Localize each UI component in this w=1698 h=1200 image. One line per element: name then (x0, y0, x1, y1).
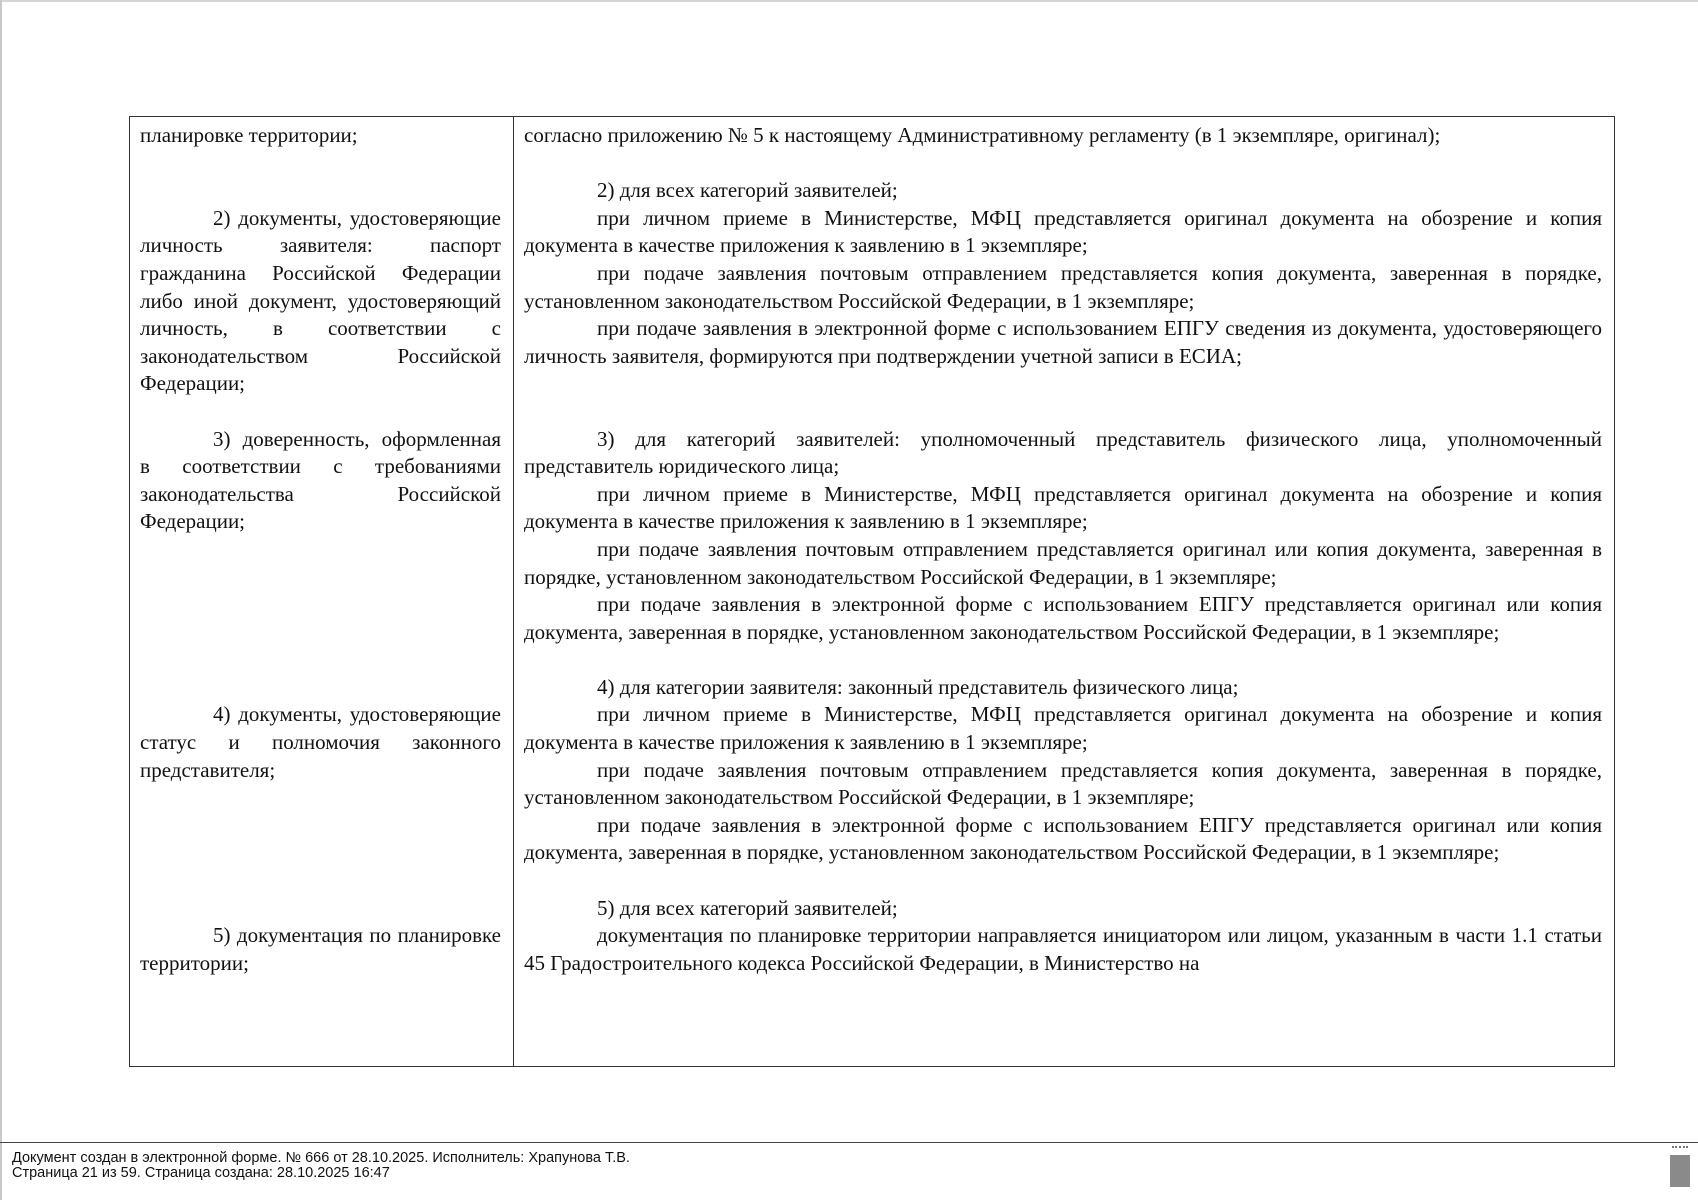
table-row-1-left (140, 122, 501, 150)
footer-page-info: Страница 21 из 59. Страница создана: 28.10.2025 16:47 (12, 1165, 390, 1181)
cell-text: 2) для всех категорий заявителей; (597, 178, 898, 203)
table-row-1-right (524, 122, 1602, 150)
table-row-4-right (524, 674, 1602, 867)
cell-text: 3) доверенность, оформленная в соответствии с требованиями законодательства Российской Федерации; (140, 426, 501, 534)
cell-text: 5) для всех категорий заявителей; (597, 895, 898, 920)
cell-text: документация по планировке территории направляется инициатором или лицом, указанным в части 1.1 статьи 45 Градостроительного кодекса Российской Федерации, в Министерство на (524, 923, 1602, 975)
table-row-3-right (524, 426, 1602, 647)
cell-text: при подаче заявления почтовым отправлением представляется копия документа, заверенная в порядке, установленном законодательством Российской Федерации, в 1 экземпляре; (524, 260, 1602, 313)
cell-text: 3) для категорий заявителей: уполномоченный представитель физического лица, уполномоченный представитель юридического лица; (524, 426, 1602, 479)
cell-text: планировке территории; (140, 123, 358, 147)
stamp-mark-icon (1672, 1146, 1688, 1154)
table-row-2-right (524, 177, 1602, 370)
cell-text: 4) для категории заявителя: законный представитель физического лица; (597, 674, 1239, 699)
table-row-5-left (140, 922, 501, 977)
barcode-stamp-icon (1670, 1155, 1690, 1187)
cell-text: при подаче заявления почтовым отправлением представляется оригинал или копия документа, заверенная в порядке, установленном законодательством Российской Федерации, в 1 экземпляре; (524, 536, 1602, 589)
table-column-requirements (514, 117, 1614, 1066)
cell-text: при подаче заявления в электронной форме с использованием ЕПГУ представляется оригинал или копия документа, заверенная в порядке, установленном законодательством Российской Федерации, в 1 экземпляре; (524, 812, 1602, 865)
document-footer (0, 1142, 1698, 1200)
cell-text: согласно приложению № 5 к настоящему Административному регламенту (в 1 экземпляре, оригинал); (524, 123, 1441, 147)
cell-text: при подаче заявления почтовым отправлением представляется копия документа, заверенная в порядке, установленном законодательством Российской Федерации, в 1 экземпляре; (524, 757, 1602, 810)
table-column-documents (130, 117, 514, 1066)
table-row-4-left (140, 701, 501, 784)
cell-text: 4) документы, удостоверяющие статус и полномочия законного представителя; (140, 702, 501, 782)
scan-edge-top (0, 0, 1698, 2)
cell-text: 2) документы, удостоверяющие личность заявителя: паспорт гражданина Российской Федерации либо иной документ, удостоверяющий личность, в соответствии с законодательством Российской Федерации; (140, 205, 501, 396)
document-table (129, 116, 1615, 1067)
cell-text: при подаче заявления в электронной форме с использованием ЕПГУ представляется оригинал или копия документа, заверенная в порядке, установленном законодательством Российской Федерации, в 1 экземпляре; (524, 592, 1602, 644)
scan-edge-left (0, 0, 2, 1200)
footer-text (12, 1151, 630, 1181)
table-row-5-right (524, 895, 1602, 978)
footer-document-info: Документ создан в электронной форме. № 666 от 28.10.2025. Исполнитель: Храпунова Т.В. (12, 1150, 630, 1166)
cell-text: при личном приеме в Министерстве, МФЦ представляется оригинал документа на обозрение и копия документа в качестве приложения к заявлению в 1 экземпляре; (524, 702, 1602, 755)
cell-text: 5) документация по планировке территории; (140, 923, 501, 975)
cell-text: при личном приеме в Министерстве, МФЦ представляется оригинал документа на обозрение и копия документа в качестве приложения к заявлению в 1 экземпляре; (524, 481, 1602, 534)
cell-text: при подаче заявления в электронной форме с использованием ЕПГУ сведения из документа, удостоверяющего личность заявителя, формируются при подтверждении учетной записи в ЕСИА; (524, 316, 1602, 368)
table-row-3-left (140, 426, 501, 536)
cell-text: при личном приеме в Министерстве, МФЦ представляется оригинал документа на обозрение и копия документа в качестве приложения к заявлению в 1 экземпляре; (524, 205, 1602, 258)
table-row-2-left (140, 205, 501, 398)
